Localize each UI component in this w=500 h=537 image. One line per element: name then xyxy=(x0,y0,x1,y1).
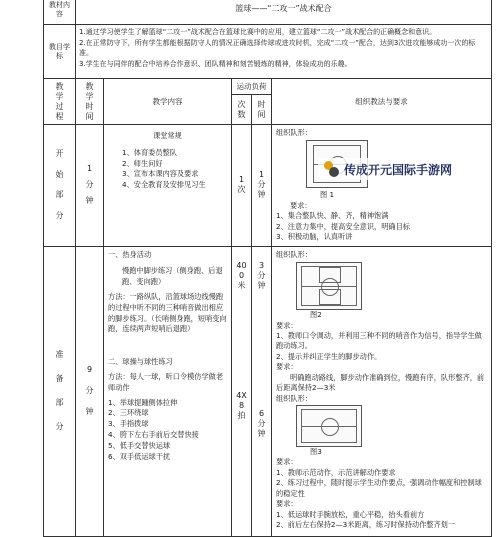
start-req-title: 要求： xyxy=(290,200,312,210)
prep-organization-cell xyxy=(272,246,492,536)
start-count-cell xyxy=(232,125,252,247)
ball-item: 3、手指拨球 xyxy=(108,419,149,429)
start-content-item: 3、宣布本课内容及要求 xyxy=(122,169,199,179)
start-time: 1分钟 xyxy=(85,164,94,206)
ball-item: 2、三环绕球 xyxy=(108,408,149,418)
prep-duration-cell xyxy=(252,246,272,536)
count-header xyxy=(232,95,252,125)
objectives-label: 教目学标 xyxy=(49,42,70,60)
prep-requirement-1b: 明确跑动路线，脚步动作准确到位，慢跑有序，队形整齐，前后距离保持2—3米 xyxy=(276,372,485,393)
start-content-title: 课堂常规 xyxy=(153,131,182,140)
warmup-main: 慢跑中脚步练习（侧身跑、后退跑、变向跑） xyxy=(122,266,223,287)
start-content-item: 1、体育委员整队 xyxy=(122,147,177,157)
start-requirement: 3、积极动脑，认真听讲 xyxy=(276,232,353,242)
start-content xyxy=(104,125,231,194)
lesson-title-cell xyxy=(76,0,492,25)
prep-org-title-2: 组织队形： xyxy=(276,393,312,403)
start-content-item: 4、安全教育及安排见习生 xyxy=(122,180,206,190)
start-time-cell xyxy=(76,125,104,247)
process-header xyxy=(44,79,76,125)
prep-section-label-cell xyxy=(44,246,76,536)
prep-requirement-1: 1、教师口令调动，并利用三种不同的哨音作为信号，指导学生做跑动练习。 xyxy=(276,330,482,351)
organization-header xyxy=(272,79,492,125)
warmup-count: 400米 xyxy=(236,260,247,290)
prep-requirement-1: 2、提示并纠正学生的脚步动作。 xyxy=(276,351,382,361)
figure-2-caption: 图2 xyxy=(310,310,322,320)
start-duration: 1分钟 xyxy=(257,170,266,200)
lesson-title: 篮球——“二攻一”战术配合 xyxy=(235,4,332,13)
objectives-cell xyxy=(76,25,492,79)
prep-req-title-1: 要求： xyxy=(276,320,298,330)
prep-req-title-1b: 要求： xyxy=(276,362,298,372)
objectives-list xyxy=(76,25,491,71)
objective-item: 1.通过学习使学生了解篮球“二攻一”战术配合在篮球比赛中的应用，建立篮球“二攻一”战术配合的正确概念和意识。 xyxy=(79,28,437,36)
court-figure-3 xyxy=(296,405,362,447)
court-center-circle xyxy=(321,418,339,436)
content-header-label: 教学内容 xyxy=(152,97,183,106)
prep-section-label: 准备部分 xyxy=(55,350,64,432)
ball-method: 方法：每人一球，听口令模仿学做老师动作 xyxy=(108,372,224,392)
prep-org-title-1: 组织队形： xyxy=(276,249,312,259)
start-requirement: 2、注意力集中，提高安全意识，明确目标 xyxy=(276,221,410,231)
prep-requirement-2: 2、练习过程中，随时提示学生动作要点，强调动作幅度和控制球的稳定性 xyxy=(276,478,482,498)
ball-title: 二、球操与球性练习 xyxy=(108,357,173,367)
prep-content xyxy=(104,247,231,466)
start-organization xyxy=(272,125,491,246)
content-header xyxy=(104,79,232,125)
ball-count: 4X8拍 xyxy=(236,390,247,420)
ball-item: 5、低手交替快运球 xyxy=(108,440,171,450)
court-key-bottom xyxy=(319,289,341,305)
prep-time: 9分钟 xyxy=(85,364,94,416)
prep-requirement-2b: 1、低运球时手腕放松，重心平稳，抬头看前方 xyxy=(276,509,425,519)
warmup-duration: 3分钟 xyxy=(257,260,266,290)
start-requirement: 1、集合整队快、静、齐，精神饱满 xyxy=(276,211,389,221)
prep-requirement-2: 1、教师示范动作，示范讲解动作要求 xyxy=(276,467,396,477)
start-duration-cell xyxy=(252,125,272,247)
ball-item: 4、胯下左右手前后交替快接 xyxy=(108,429,199,439)
start-count: 1次 xyxy=(237,175,246,195)
prep-organization xyxy=(272,247,491,534)
time-header xyxy=(76,79,104,125)
objectives-label-cell xyxy=(44,25,76,79)
organization-header-label: 组织教法与要求 xyxy=(355,97,408,106)
warmup-method: 方法：一路纵队，沿篮球场边线慢跑的过程中听不同的三种哨音做出相应的脚步练习。（长哨侧身跑，短哨变向跑，连续两声短哨后退跑） xyxy=(108,292,227,334)
count-header-label: 次数 xyxy=(237,99,246,119)
figure-1-caption: 图 1 xyxy=(320,190,335,200)
court-diagram-3 xyxy=(301,409,357,443)
ball-item: 6、双手低运球干扰 xyxy=(108,451,171,461)
watermark-text: 传成开元国际手游网 xyxy=(344,162,453,177)
objective-item: 2.在正常防守下，所有学生都能根据防守人的情况正确选择传球或进攻时机，完成“二攻一”配合，达到3次进攻能够成功一次的标准。 xyxy=(79,38,476,57)
prep-content-cell xyxy=(104,246,232,536)
prep-time-cell xyxy=(76,246,104,536)
warmup-title: 一、热身活动 xyxy=(108,249,152,259)
start-section-label-cell xyxy=(44,125,76,247)
ball-duration: 6分钟 xyxy=(257,408,266,438)
watermark-logo-icon xyxy=(322,160,340,178)
duration-header xyxy=(252,95,272,125)
figure-3-caption: 图3 xyxy=(310,447,322,456)
time-header-label: 教学时间 xyxy=(85,81,94,121)
lesson-plan-table xyxy=(43,0,492,537)
site-watermark xyxy=(318,158,456,180)
court-figure-2 xyxy=(296,262,362,310)
start-section-label: 开始部分 xyxy=(55,148,64,221)
court-diagram-2 xyxy=(301,266,357,306)
prep-req-title-2b: 要求： xyxy=(276,499,298,509)
material-label: 教材内容 xyxy=(49,0,70,18)
start-content-cell xyxy=(104,125,232,247)
ball-item: 1、举球提踵侧体拉伸 xyxy=(108,397,178,407)
court-key-top xyxy=(319,267,341,283)
load-header-label: 运动负荷 xyxy=(236,82,267,91)
start-content-item: 2、师生问好 xyxy=(122,158,163,168)
prep-count-cell xyxy=(232,246,252,536)
load-header xyxy=(232,79,272,95)
objective-item: 3.学生在与同伴的配合中培养合作意识、团队精神和刻苦锻炼的精神，体验成功的乐趣。 xyxy=(79,59,352,68)
start-organization-cell xyxy=(272,125,492,247)
process-header-label: 教学过程 xyxy=(55,81,64,121)
duration-header-label: 时间 xyxy=(257,99,266,119)
start-org-title: 组织队形： xyxy=(276,128,312,137)
prep-requirement-2b: 2、前后左右保持2—3米距离，练习时保持动作整齐划一 xyxy=(276,520,456,530)
prep-req-title-2: 要求： xyxy=(276,457,298,467)
material-label-cell xyxy=(44,0,76,25)
